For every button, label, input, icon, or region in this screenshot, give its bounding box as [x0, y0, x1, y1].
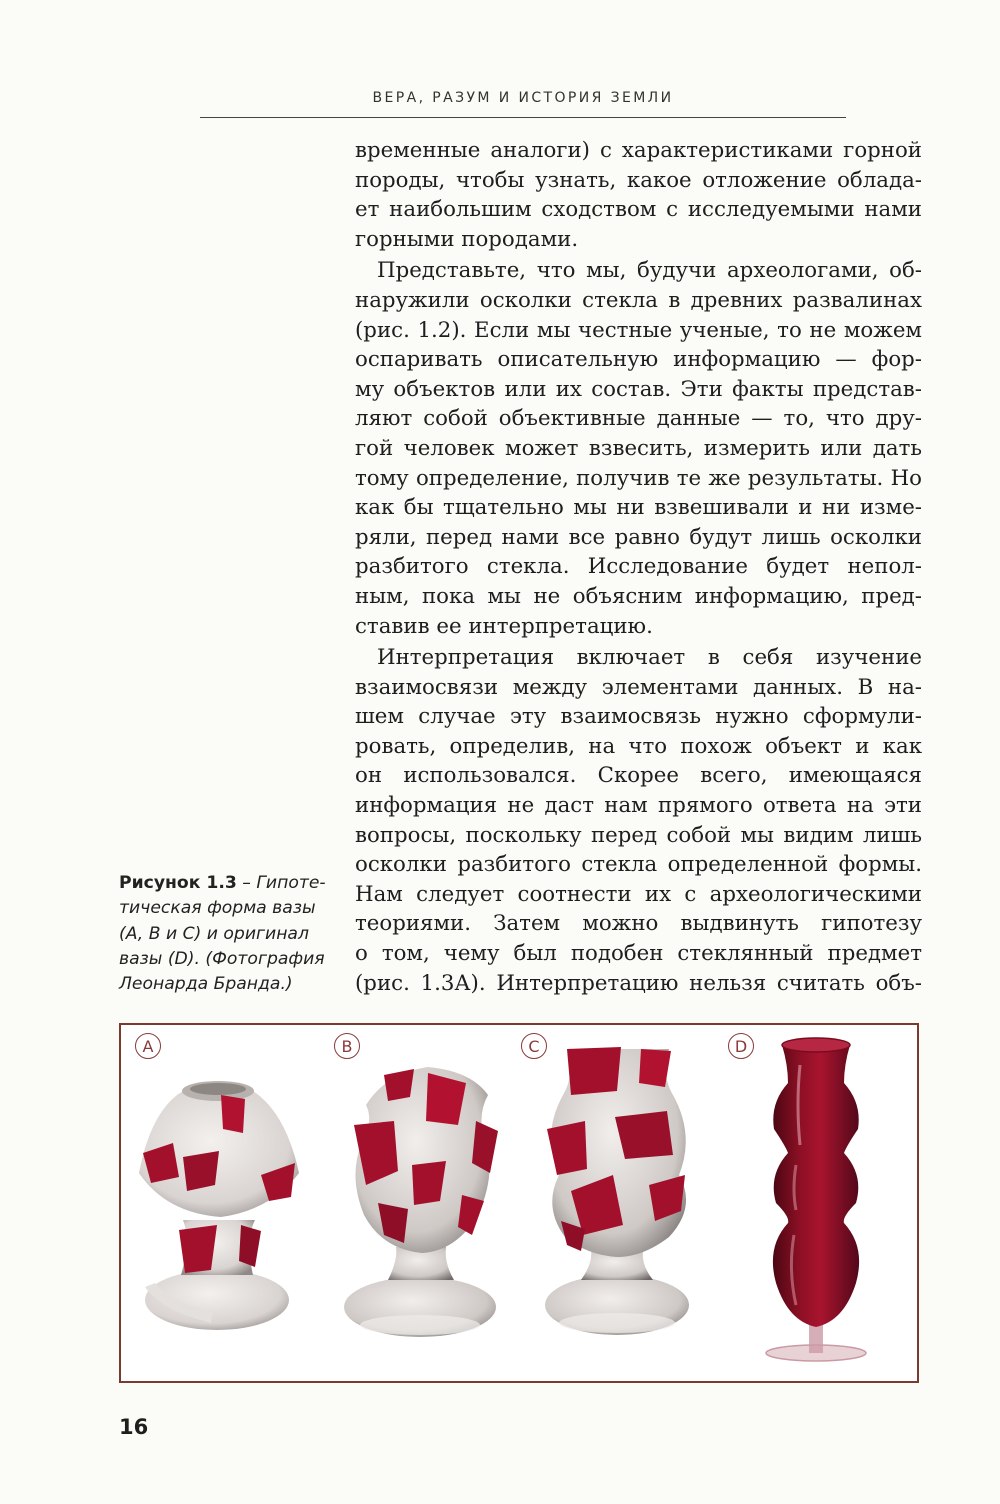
text-line: временные аналоги) с характеристиками горной: [355, 138, 922, 163]
panel-letter-d: D: [728, 1033, 754, 1059]
text-line: ставив ее интерпретацию.: [355, 613, 653, 639]
panel-letter-c: C: [521, 1033, 547, 1059]
page-number: 16: [119, 1415, 149, 1439]
caption-text: (A, B и C) и оригинал: [119, 923, 309, 944]
text-line: породы, чтобы узнать, какое отложение облада-: [355, 167, 922, 193]
paragraph-1: [355, 136, 922, 254]
text-line: информация не даст нам прямого ответа на эти: [355, 793, 922, 819]
text-line: Нам следует соотнести их с археологическими: [355, 881, 922, 907]
text-line: (рис. 1.3А). Интерпретацию нельзя считать объ-: [355, 970, 922, 996]
paragraph-3: [355, 643, 922, 998]
panel-letter-a: A: [135, 1033, 161, 1059]
text-line: он использовался. Скорее всего, имеющаяся: [355, 763, 922, 789]
text-line: шем случае эту взаимосвязь нужно сформули-: [355, 704, 922, 730]
text-line: (рис. 1.2). Если мы честные ученые, то не можем: [355, 317, 922, 343]
text-line: разбитого стекла. Исследование будет непол-: [355, 554, 922, 580]
vase-d-illustration: [716, 1025, 916, 1381]
text-line: ровать, определив, на что похож объект и как: [355, 733, 922, 759]
text-line: как бы тщательно мы ни взвешивали и ни изме-: [355, 495, 922, 521]
figure-panel-c: [521, 1025, 711, 1381]
text-line: му объектов или их состав. Эти факты представ-: [355, 376, 922, 402]
text-line: оспаривать описательную информацию — фор-: [355, 347, 922, 373]
figure-caption: [119, 871, 334, 997]
text-line: ряли, перед нами все равно будут лишь осколки: [355, 524, 922, 550]
text-line: теориями. Затем можно выдвинуть гипотезу: [355, 911, 922, 937]
figure-panel-d: [716, 1025, 916, 1381]
text-line: ляют собой объективные данные — то, что дру-: [355, 406, 922, 432]
text-line: вопросы, поскольку перед собой мы видим лишь: [355, 822, 922, 848]
paragraph-2: [355, 256, 922, 641]
figure-frame: [119, 1023, 919, 1383]
text-line: гой человек может взвесить, измерить или дать: [355, 435, 922, 461]
text-line: наружили осколки стекла в древних развалинах: [355, 287, 922, 313]
figure-panel-b: [326, 1025, 516, 1381]
body-text: [355, 136, 922, 998]
vase-b-illustration: [326, 1025, 516, 1381]
caption-label: Рисунок 1.3: [119, 873, 237, 893]
caption-text: вазы (D). (Фотография: [119, 948, 325, 969]
panel-letter-b: B: [334, 1033, 360, 1059]
text-line: ным, пока мы не объясним информацию, пред-: [355, 583, 922, 609]
text-line: Интерпретация включает в себя изучение: [377, 645, 922, 671]
vase-a-illustration: [121, 1025, 321, 1381]
caption-text: – Гипоте-: [236, 873, 326, 893]
running-header: ВЕРА, РАЗУМ И ИСТОРИЯ ЗЕМЛИ: [372, 90, 674, 106]
text-line: Представьте, что мы, будучи археологами, об-: [377, 258, 922, 284]
text-line: о том, чему был подобен стеклянный предмет: [355, 941, 922, 967]
header-rule: [200, 117, 846, 118]
text-line: осколки разбитого стекла определенной формы.: [355, 852, 922, 878]
text-line: горными породами.: [355, 226, 579, 252]
text-line: взаимосвязи между элементами данных. В на-: [355, 674, 922, 700]
caption-text: Леонарда Бранда.): [119, 974, 293, 995]
figure-panel-a: [121, 1025, 321, 1381]
text-line: тому определение, получив те же результаты. Но: [355, 465, 922, 491]
caption-text: тическая форма вазы: [119, 898, 316, 919]
vase-c-illustration: [521, 1025, 711, 1381]
text-line: ет наибольшим сходством с исследуемыми нами: [355, 197, 922, 223]
